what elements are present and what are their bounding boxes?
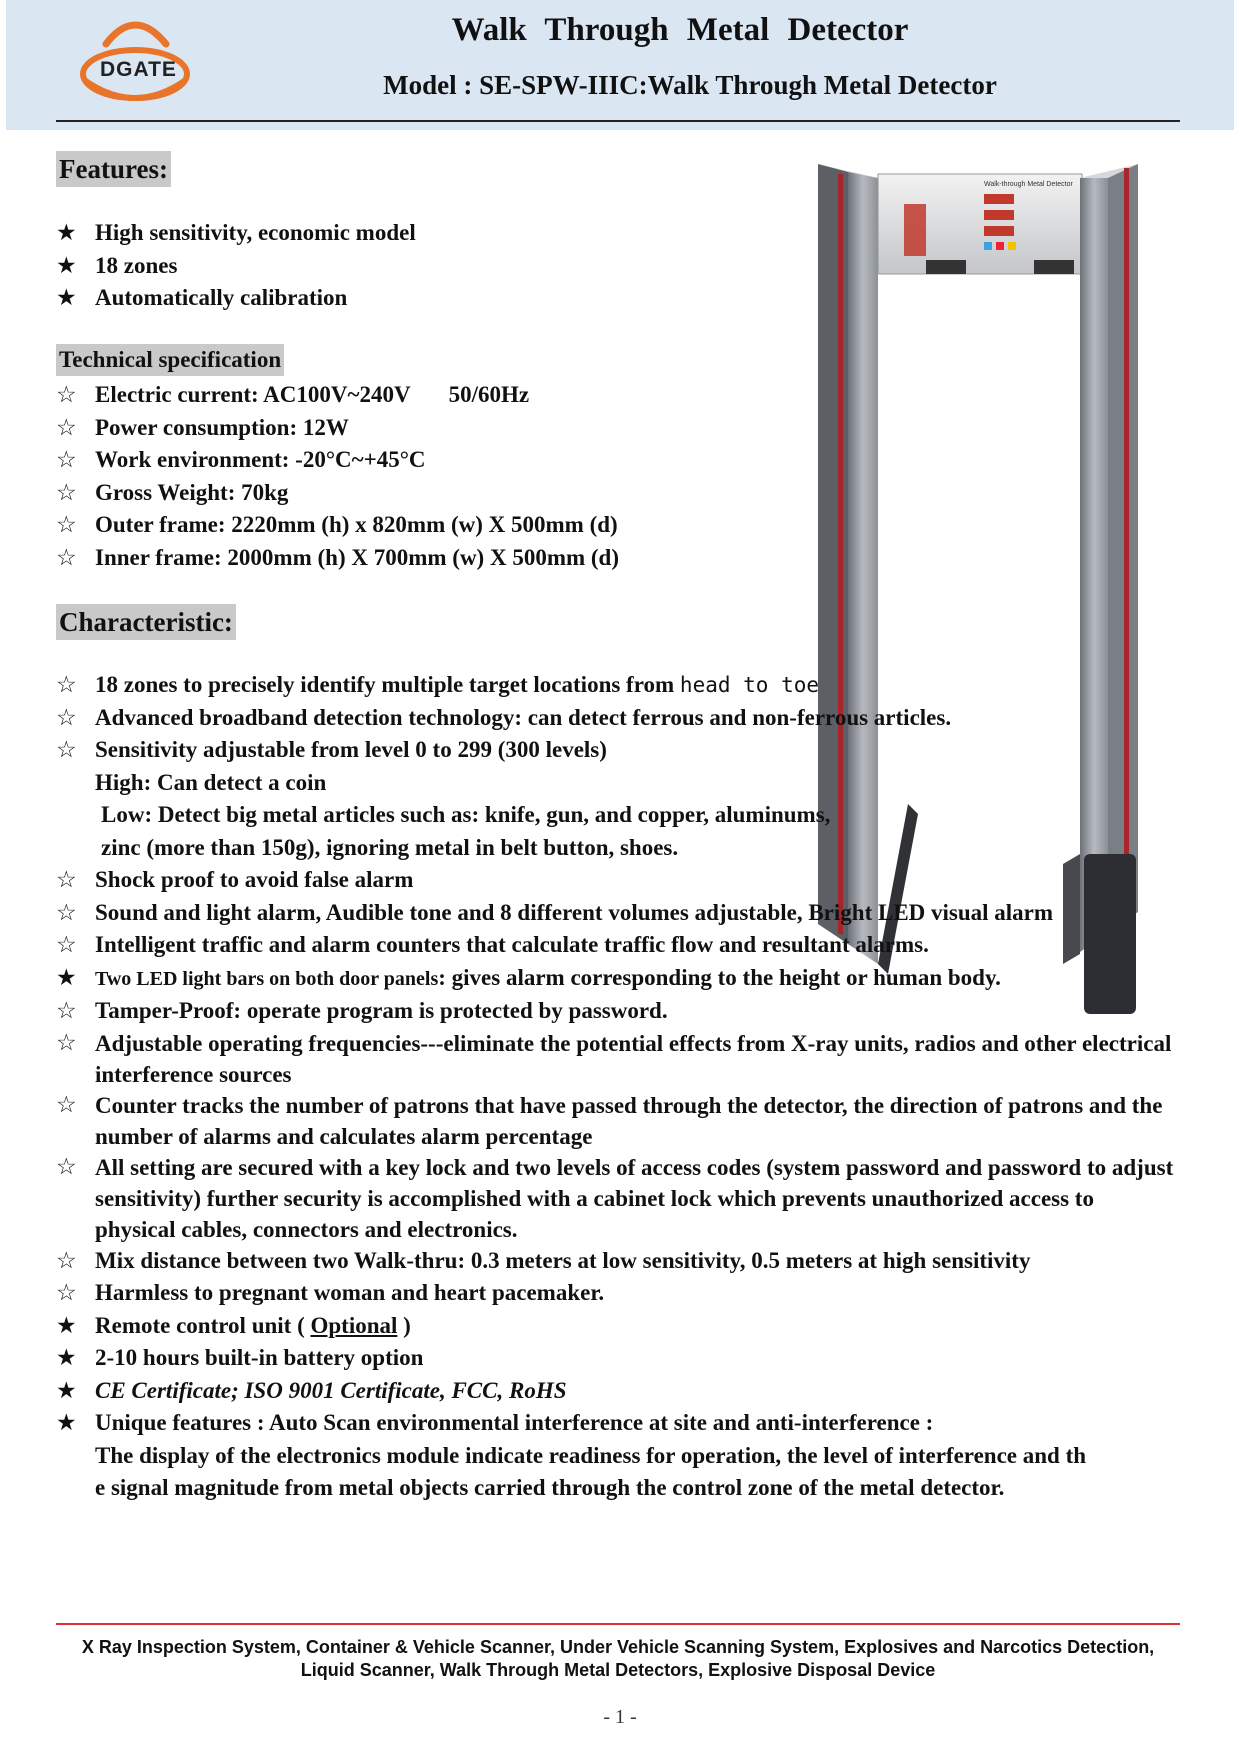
white-star-icon: ☆ <box>56 1280 77 1306</box>
list-item: ☆ Gross Weight: 70kg <box>56 477 1176 510</box>
black-star-icon: ★ <box>56 1410 77 1436</box>
dgate-logo <box>78 14 193 109</box>
black-star-icon: ★ <box>56 252 77 279</box>
white-star-icon: ☆ <box>56 1091 77 1118</box>
list-item: ☆ 18 zones to precisely identify multiple target locations from head to toe <box>56 669 1176 702</box>
technical-heading: Technical specification <box>56 344 284 376</box>
characteristic-heading: Characteristic: <box>56 604 236 640</box>
white-star-icon: ☆ <box>56 1247 77 1274</box>
list-item: ☆ Adjustable operating frequencies---eliminate the potential effects from X-ray units, radios and other electrical interference sources <box>56 1029 1172 1087</box>
black-star-icon: ★ <box>56 220 77 246</box>
white-star-icon: ☆ <box>56 1153 77 1180</box>
white-star-icon: ☆ <box>56 704 77 731</box>
list-item: ☆ Outer frame: 2220mm (h) x 820mm (w) X 500mm (d) <box>56 509 1176 542</box>
list-item: ★ 2-10 hours built-in battery option <box>56 1342 1176 1375</box>
list-item: ☆ Power consumption: 12W <box>56 412 1176 445</box>
white-star-icon: ☆ <box>56 998 77 1024</box>
page-title: Walk Through Metal Detector <box>451 12 909 48</box>
list-item: ☆ Sensitivity adjustable from level 0 to 299 (300 levels) High: Can detect a coin Low: Detect big metal articles such as: knife, gun, and copper, aluminums, zinc (more than 150g), ignoring metal in belt button, shoes. <box>56 734 1176 864</box>
footer <box>56 1636 1180 1682</box>
features-heading: Features: <box>56 151 171 187</box>
list-item: ☆ All setting are secured with a key lock and two levels of access codes (system password and password to adjust sensitivity) further security is accomplished with a cabinet lock which prevents unauthorized access to physical cables, connectors and electronics. <box>56 1153 1174 1242</box>
white-star-icon: ☆ <box>56 867 77 893</box>
list-item: ☆ Inner frame: 2000mm (h) X 700mm (w) X 500mm (d) <box>56 542 1176 575</box>
white-star-icon: ☆ <box>56 414 77 441</box>
list-item: ☆ Intelligent traffic and alarm counters that calculate traffic flow and resultant alarms. <box>56 929 1176 962</box>
characteristic-list <box>56 669 1176 1505</box>
white-star-icon: ☆ <box>56 479 77 506</box>
white-star-icon: ☆ <box>56 512 77 538</box>
list-item: ★ Automatically calibration <box>56 282 1176 315</box>
white-star-icon: ☆ <box>56 932 77 958</box>
list-item: ☆ Electric current: AC100V~240V 50/60Hz <box>56 379 1176 412</box>
page-number: - 1 - <box>603 1706 637 1728</box>
black-star-icon: ★ <box>56 285 77 311</box>
white-star-icon: ☆ <box>56 1029 77 1056</box>
white-star-icon: ☆ <box>56 544 77 571</box>
black-star-icon: ★ <box>56 1312 77 1339</box>
list-item: ★ High sensitivity, economic model <box>56 217 1176 250</box>
detector-panel-label: Walk-through Metal Detector <box>984 181 1073 188</box>
list-item: ★ Unique features : Auto Scan environmental interference at site and anti-interference : The display of the electronics module indicate readiness for operation, the level of interference and th e signal magnitude from metal objects carried through the control zone of the metal detector. <box>56 1407 1176 1505</box>
white-star-icon: ☆ <box>56 382 77 408</box>
white-star-icon: ☆ <box>56 899 77 926</box>
list-item: ☆ Shock proof to avoid false alarm <box>56 864 1176 897</box>
list-item: ☆ Advanced broadband detection technology: can detect ferrous and non-ferrous articles. <box>56 702 1176 735</box>
list-item: ☆ Tamper-Proof: operate program is protected by password. <box>56 995 1176 1028</box>
list-item: ★ Two LED light bars on both door panels: gives alarm corresponding to the height or human body. <box>56 962 1176 996</box>
footer-line-2: Liquid Scanner, Walk Through Metal Detectors, Explosive Disposal Device <box>300 1660 936 1680</box>
list-item: ☆ Work environment: -20°C~+45°C <box>56 444 1176 477</box>
white-star-icon: ☆ <box>56 737 77 763</box>
white-star-icon: ☆ <box>56 447 77 473</box>
list-item: ★ 18 zones <box>56 250 1176 283</box>
list-item: ☆ Mix distance between two Walk-thru: 0.3 meters at low sensitivity, 0.5 meters at high sensitivity <box>56 1245 1176 1278</box>
black-star-icon: ★ <box>56 1377 77 1404</box>
header-rule <box>56 120 1180 122</box>
list-item: ★ CE Certificate; ISO 9001 Certificate, FCC, RoHS <box>56 1375 1176 1408</box>
black-star-icon: ★ <box>56 964 77 991</box>
logo-text: DGATE <box>100 58 177 81</box>
list-item: ☆ Counter tracks the number of patrons that have passed through the detector, the direction of patrons and the number of alarms and calculates alarm percentage <box>56 1091 1163 1149</box>
list-item: ☆ Sound and light alarm, Audible tone and 8 different volumes adjustable, Bright LED visual alarm <box>56 897 1176 930</box>
white-star-icon: ☆ <box>56 672 77 698</box>
footer-line-1: X Ray Inspection System, Container & Vehicle Scanner, Under Vehicle Scanning System, Explosives and Narcotics Detection, <box>81 1637 1155 1657</box>
list-item: ☆ Harmless to pregnant woman and heart pacemaker. <box>56 1277 1176 1310</box>
black-star-icon: ★ <box>56 1345 77 1371</box>
model-subtitle: Model : SE-SPW-IIIC:Walk Through Metal Detector <box>383 70 997 100</box>
footer-rule <box>56 1623 1180 1625</box>
list-item: ★ Remote control unit ( Optional ) <box>56 1310 1176 1343</box>
